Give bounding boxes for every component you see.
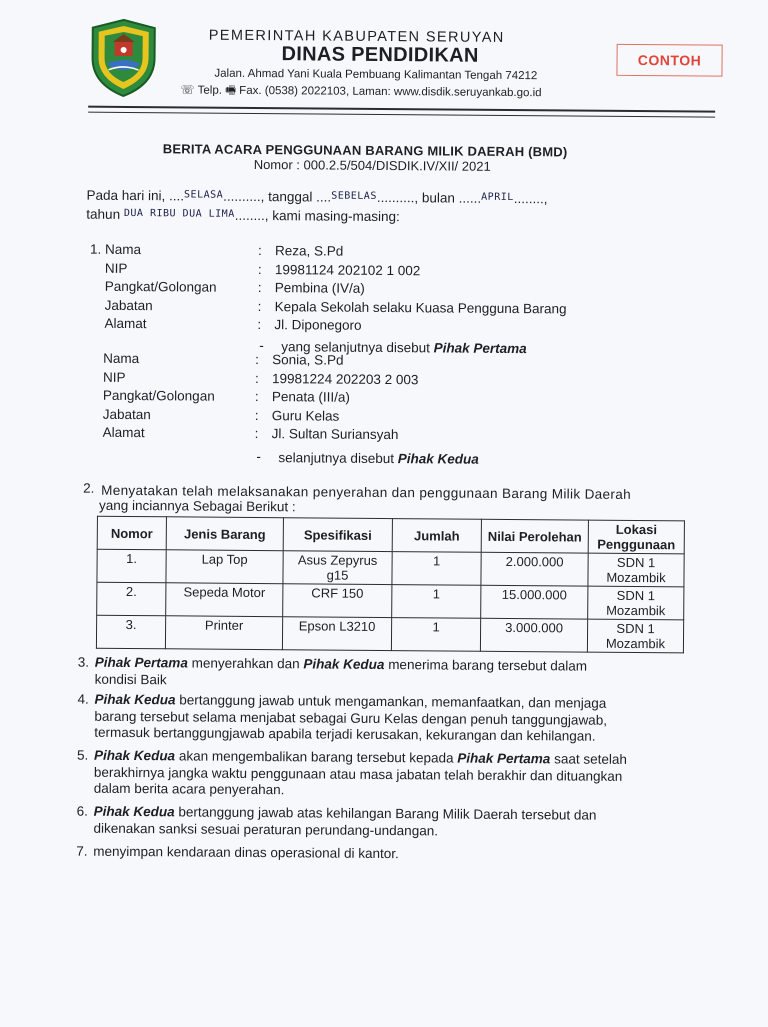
column-header: Nilai Perolehan — [481, 519, 588, 553]
column-header: Jumlah — [392, 519, 481, 553]
first-party-label: Pihak Pertama — [433, 340, 527, 357]
second-party-label: Pihak Kedua — [397, 451, 479, 467]
list-item-text: Pihak Kedua bertanggung jawab untuk mengamankan, memanfaatkan, dan menjaga barang tersebut selama menjabat sebagai Guru Kelas dengan penuh tanggungjawab, termasuk bertanggungjawab apabila terjadi kerusakan, kekurangan dan kehilangan. — [94, 691, 608, 744]
first-field-value: Jl. Diponegoro — [274, 317, 362, 333]
second-field-label: Jabatan — [102, 406, 151, 422]
second-party-dash: - — [256, 448, 261, 465]
table-cell: Epson L3210 — [282, 617, 391, 651]
table-cell: 1. — [97, 549, 166, 583]
column-header: Lokasi Penggunaan — [588, 520, 684, 554]
field-colon: : — [254, 425, 259, 442]
field-colon: : — [254, 388, 259, 405]
second-field-label: Nama — [103, 350, 140, 367]
handwritten-month: APRIL — [481, 191, 514, 204]
column-header: Jenis Barang — [166, 517, 283, 551]
agency-name: DINAS PENDIDIKAN — [281, 43, 479, 67]
table-cell: SDN 1 Mozambik — [588, 586, 684, 620]
opening-line-1: Pada hari ini, ....$^{SELASA}$.........., tanggal ....$^{SEBELAS}$.........., bulan ......$^{APRIL}$........, — [86, 187, 548, 207]
first-field-value: Kepala Sekolah selaku Kuasa Pengguna Barang — [274, 298, 567, 316]
second-party-suffix: selanjutnya disebut Pihak Kedua — [278, 450, 479, 467]
field-colon: : — [255, 351, 260, 368]
first-field-value: 19981124 202102 1 002 — [274, 261, 421, 278]
table-cell: SDN 1 Mozambik — [588, 553, 684, 587]
field-colon: : — [257, 243, 262, 259]
list-item-number: 4. — [77, 691, 89, 707]
table-cell: CRF 150 — [283, 584, 392, 618]
second-field-value: Sonia, S.Pd — [272, 352, 344, 368]
handwritten-day: SELASA — [184, 189, 224, 201]
first-field-label: Jabatan — [104, 297, 153, 313]
first-field-value: Reza, S.Pd — [274, 243, 344, 259]
second-field-label: NIP — [102, 369, 126, 385]
table-cell: 1 — [392, 552, 481, 586]
field-colon: : — [254, 370, 259, 386]
first-field-label: Nama — [104, 241, 142, 258]
second-field-value: Guru Kelas — [271, 407, 340, 424]
list-item-text: menyimpan kendaraan dinas operasional di kantor. — [93, 843, 399, 862]
list-item-text: Pihak Pertama menyerahkan dan Pihak Kedua menerima barang tersebut dalam kondisi Baik — [94, 654, 588, 687]
list-item-number: 3. — [77, 654, 90, 670]
table-cell: Lap Top — [166, 550, 283, 584]
field-colon: : — [257, 298, 262, 314]
field-colon: : — [257, 280, 262, 296]
column-header: Spesifikasi — [283, 518, 392, 552]
first-field-value: Pembina (IV/a) — [274, 280, 365, 296]
document-number: Nomor : 000.2.5/504/DISDIK.IV/XII/ 2021 — [253, 156, 491, 174]
table-cell: 2. — [97, 582, 166, 616]
letterhead-divider — [88, 106, 715, 118]
first-party-suffix: yang selanjutnya disebut Pihak Pertama — [281, 339, 527, 357]
agency-contact: ☏ Telp. 🖷 Fax. (0538) 2022103, Laman: www.disdik.seruyankab.go.id — [180, 84, 542, 100]
column-header: Nomor — [97, 516, 166, 550]
agency-address: Jalan. Ahmad Yani Kuala Pembuang Kalimantan Tengah 74212 — [214, 67, 538, 83]
list-item-number: 7. — [76, 843, 88, 859]
table-cell: 1 — [391, 618, 480, 652]
field-colon: : — [254, 407, 259, 423]
first-party-dash: - — [259, 338, 264, 354]
table-cell: SDN 1 Mozambik — [587, 619, 683, 653]
second-field-value: Penata (III/a) — [271, 389, 351, 405]
table-row — [96, 615, 683, 653]
second-field-label: Alamat — [102, 424, 145, 441]
table-row — [97, 582, 684, 620]
list-item-number: 6. — [76, 803, 88, 819]
second-field-value: 19981224 202203 2 003 — [271, 370, 419, 387]
opening-line-2: tahun $^{DUA RIBU DUA LIMA}$........, kami masing-masing: — [86, 206, 400, 225]
statement-line-2: yang inciannya Sebagai Berikut : — [98, 497, 296, 515]
list-item-text: Pihak Kedua bertanggung jawab atas kehilangan Barang Milik Daerah tersebut dan dikenakan sanksi sesuai peraturan perundang-undangan. — [93, 803, 597, 838]
table-cell: 3.000.000 — [480, 618, 587, 652]
table-cell: 15.000.000 — [481, 585, 588, 619]
seruyan-regency-emblem-icon — [88, 18, 159, 99]
list-item-number: 5. — [77, 747, 89, 763]
sample-stamp: CONTOH — [616, 44, 722, 77]
table-row — [97, 549, 684, 587]
list-item-text: Pihak Kedua akan mengembalikan barang tersebut kepada Pihak Pertama saat setelah berakhirnya jangka waktu penggunaan atau masa jabatan telah berakhir dan dituangkan dalam berita acara penyerahan. — [93, 747, 627, 798]
second-field-value: Jl. Sultan Suriansyah — [271, 426, 399, 443]
bmd-items-table — [96, 516, 685, 654]
first-field-label: NIP — [104, 260, 128, 276]
second-field-label: Pangkat/Golongan — [102, 387, 215, 404]
field-colon: : — [257, 261, 262, 277]
table-cell: Asus Zepyrus g15 — [283, 551, 392, 585]
government-name: PEMERINTAH KABUPATEN SERUYAN — [208, 27, 505, 46]
table-cell: Printer — [165, 616, 282, 650]
first-field-label: Alamat — [104, 315, 147, 332]
table-header-row — [97, 516, 684, 554]
table-cell: 1 — [392, 585, 481, 619]
first-field-label: Pangkat/Golongan — [104, 278, 217, 295]
statement-number: 2. — [83, 480, 95, 496]
table-cell: 3. — [96, 615, 165, 649]
handwritten-year: DUA RIBU DUA LIMA — [123, 207, 235, 220]
table-cell: 2.000.000 — [481, 552, 588, 586]
table-cell: Sepeda Motor — [166, 583, 283, 617]
item-number: 1. — [89, 241, 102, 257]
document-title: BERITA ACARA PENGGUNAAN BARANG MILIK DAERAH (BMD) — [162, 141, 568, 160]
field-colon: : — [257, 317, 262, 333]
statement-line-1: Menyatakan telah melaksanakan penyerahan dan penggunaan Barang Milik Daerah — [101, 482, 632, 502]
handwritten-date: SEBELAS — [331, 190, 377, 202]
